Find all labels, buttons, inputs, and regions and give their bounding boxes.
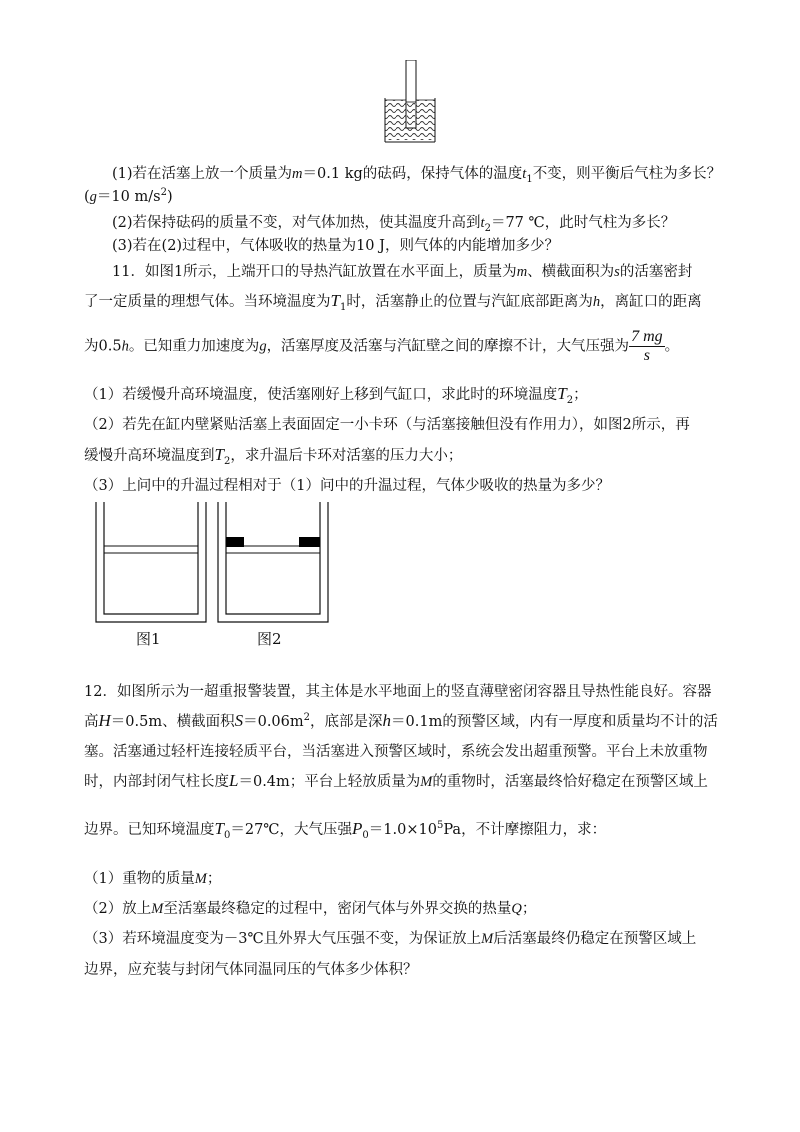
p11-sub2a: （2）若先在缸内壁紧贴活塞上表面固定一小卡环（与活塞接触但没有作用力），如图2所示，再 bbox=[84, 417, 690, 433]
top-q2: (2)若保持砝码的质量不变，对气体加热，使其温度升高到$t_2=77$ ℃，此时气柱为多长？ bbox=[112, 215, 676, 234]
p12-sub3a: （3）若环境温度变为－3℃且外界大气压强不变，为保证放上M后活塞最终仍稳定在预警区域上 bbox=[84, 931, 697, 947]
p12-line1: 12．如图所示为一超重报警装置，其主体是水平地面上的竖直薄壁密闭容器且导热性能良好。容器 bbox=[84, 684, 712, 700]
p11-line3: 为0.5h。已知重力加速度为g，活塞厚度及活塞与汽缸壁之间的摩擦不计，大气压强为 $\frac{7 mg}{s}$ 。 bbox=[84, 328, 680, 364]
clamp-ring-right bbox=[299, 537, 320, 547]
p12-line4: 时，内部封闭气柱长度L＝0.4m；平台上轻放质量为M的重物时，活塞最终恰好稳定在预警区域上 bbox=[84, 771, 708, 790]
p12-line5: 边界。已知环境温度$T_0=27℃$，大气压强$P_0=1.0\times 10^5Pa$，不计摩擦阻力，求： bbox=[84, 819, 607, 841]
pressure-fraction: $\frac{7 mg}{s}$ bbox=[631, 328, 663, 364]
figure-2-label: 图2 bbox=[257, 630, 282, 648]
p11-sub2b: 缓慢升高环境温度到$T_2$，求升温后卡环对活塞的压力大小； bbox=[84, 445, 463, 467]
p11-line1: 11．如图1所示，上端开口的导热汽缸放置在水平面上，质量为m、横截面积为s的活塞密封 bbox=[112, 264, 693, 280]
top-q3: (3)若在(2)过程中，气体吸收的热量为10 J，则气体的内能增加多少？ bbox=[112, 238, 559, 254]
figure-1-label: 图1 bbox=[136, 630, 161, 648]
p11-line2: 了一定质量的理想气体。当环境温度为$T_1$时，活塞静止的位置与汽缸底部距离为h，离缸口的距离 bbox=[84, 291, 702, 313]
top-q1-cont: (g＝10 $m/s^2$) bbox=[84, 187, 173, 205]
figure-1-cylinder bbox=[96, 502, 206, 622]
cylinder-figures bbox=[94, 500, 334, 625]
beaker-figure bbox=[380, 60, 440, 144]
p11-sub3: （3）上问中的升温过程相对于（1）问中的升温过程，气体少吸收的热量为多少？ bbox=[84, 478, 610, 494]
p12-sub2: （2）放上M至活塞最终稳定的过程中，密闭气体与外界交换的热量Q； bbox=[84, 901, 537, 917]
p12-line2: 高H＝0.5m、横截面积$S=0.06m^2$，底部是深h＝0.1m的预警区域，内有一厚度和质量均不计的活 bbox=[84, 711, 718, 730]
p11-sub1: （1）若缓慢升高环境温度，使活塞刚好上移到气缸口，求此时的环境温度$T_2$； bbox=[84, 384, 588, 406]
clamp-ring-left bbox=[226, 537, 244, 547]
p12-sub3b: 边界，应充装与封闭气体同温同压的气体多少体积？ bbox=[84, 962, 418, 978]
p12-sub1: （1）重物的质量M； bbox=[84, 871, 222, 887]
top-q1: (1)若在活塞上放一个质量为m＝0.1 kg的砝码，保持气体的温度$t_1$不变，则平衡后气柱为多长？ bbox=[112, 166, 722, 185]
p12-line3: 塞。活塞通过轻杆连接轻质平台，当活塞进入预警区域时，系统会发出超重预警。平台上未放重物 bbox=[84, 744, 708, 760]
figure-2-cylinder bbox=[218, 502, 328, 622]
